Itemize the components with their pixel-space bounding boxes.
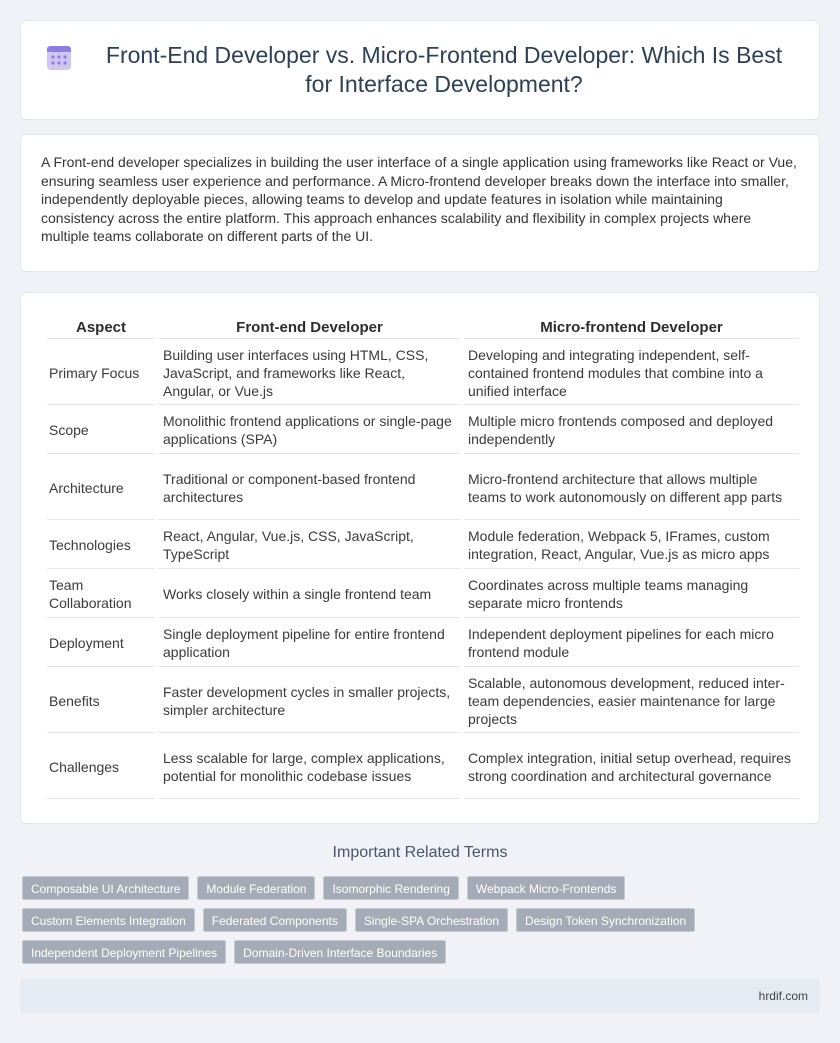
microfrontend-cell: Coordinates across multiple teams managing separate micro frontends <box>464 571 799 618</box>
footer-site-link[interactable]: hrdif.com <box>758 989 808 1003</box>
related-term-tag[interactable]: Domain-Driven Interface Boundaries <box>234 940 446 964</box>
comparison-table <box>43 307 803 801</box>
table-row <box>47 620 799 667</box>
frontend-cell: Works closely within a single frontend team <box>159 571 460 618</box>
related-term-tag[interactable]: Independent Deployment Pipelines <box>22 940 226 964</box>
aspect-cell: Team Collaboration <box>47 571 155 618</box>
table-row <box>47 456 799 520</box>
related-term-tag[interactable]: Composable UI Architecture <box>22 876 189 900</box>
aspect-cell: Architecture <box>47 456 155 520</box>
intro-paragraph: A Front-end developer specializes in building the user interface of a single application using frameworks like React or Vue, ensuring seamless user experience and performance. A Micro-frontend developer breaks down the interface into smaller, independently deployable pieces, allowing teams to develop and update features in isolation while maintaining consistency across the entire platform. This approach enhances scalability and flexibility in complex projects where multiple teams collaborate on different parts of the UI. <box>41 154 797 244</box>
microfrontend-cell: Multiple micro frontends composed and deployed independently <box>464 407 799 454</box>
aspect-cell: Technologies <box>47 522 155 569</box>
aspect-cell: Primary Focus <box>47 341 155 405</box>
header-frontend: Front-end Developer <box>159 309 460 339</box>
related-term-tag[interactable]: Isomorphic Rendering <box>323 876 458 900</box>
microfrontend-cell: Micro-frontend architecture that allows multiple teams to work autonomously on different app parts <box>464 456 799 520</box>
related-term-tag[interactable]: Design Token Synchronization <box>516 908 695 932</box>
microfrontend-cell: Complex integration, initial setup overhead, requires strong coordination and architectural governance <box>464 735 799 799</box>
table-row <box>47 407 799 454</box>
header-microfrontend: Micro-frontend Developer <box>464 309 799 339</box>
table-row <box>47 669 799 733</box>
aspect-cell: Scope <box>47 407 155 454</box>
aspect-cell: Benefits <box>47 669 155 733</box>
table-row <box>47 571 799 618</box>
intro-card <box>20 134 820 272</box>
frontend-cell: Single deployment pipeline for entire frontend application <box>159 620 460 667</box>
comparison-card <box>20 292 820 824</box>
microfrontend-cell: Scalable, autonomous development, reduced inter-team dependencies, easier maintenance for large projects <box>464 669 799 733</box>
table-header-row <box>47 309 799 339</box>
frontend-cell: Traditional or component-based frontend architectures <box>159 456 460 520</box>
frontend-cell: Monolithic frontend applications or single-page applications (SPA) <box>159 407 460 454</box>
related-terms-list <box>22 876 802 964</box>
aspect-cell: Challenges <box>47 735 155 799</box>
frontend-cell: Less scalable for large, complex applications, potential for monolithic codebase issues <box>159 735 460 799</box>
microfrontend-cell: Independent deployment pipelines for each micro frontend module <box>464 620 799 667</box>
header-card <box>20 20 820 120</box>
related-term-tag[interactable]: Custom Elements Integration <box>22 908 195 932</box>
table-row <box>47 341 799 405</box>
table-row <box>47 522 799 569</box>
header-aspect: Aspect <box>47 309 155 339</box>
related-terms-title: Important Related Terms <box>332 844 508 861</box>
related-term-tag[interactable]: Single-SPA Orchestration <box>355 908 508 932</box>
related-term-tag[interactable]: Webpack Micro-Frontends <box>467 876 626 900</box>
footer <box>20 979 820 1013</box>
frontend-cell: React, Angular, Vue.js, CSS, JavaScript, TypeScript <box>159 522 460 569</box>
aspect-cell: Deployment <box>47 620 155 667</box>
microfrontend-cell: Module federation, Webpack 5, IFrames, custom integration, React, Angular, Vue.js as micro apps <box>464 522 799 569</box>
related-term-tag[interactable]: Federated Components <box>203 908 347 932</box>
header <box>40 41 800 99</box>
microfrontend-cell: Developing and integrating independent, self-contained frontend modules that combine into a unified interface <box>464 341 799 405</box>
frontend-cell: Faster development cycles in smaller projects, simpler architecture <box>159 669 460 733</box>
document-icon <box>46 45 72 71</box>
page-title: Front-End Developer vs. Micro-Frontend Developer: Which Is Best for Interface Development? <box>105 42 783 97</box>
table-row <box>47 735 799 799</box>
related-term-tag[interactable]: Module Federation <box>197 876 315 900</box>
frontend-cell: Building user interfaces using HTML, CSS, JavaScript, and frameworks like React, Angular, or Vue.js <box>159 341 460 405</box>
